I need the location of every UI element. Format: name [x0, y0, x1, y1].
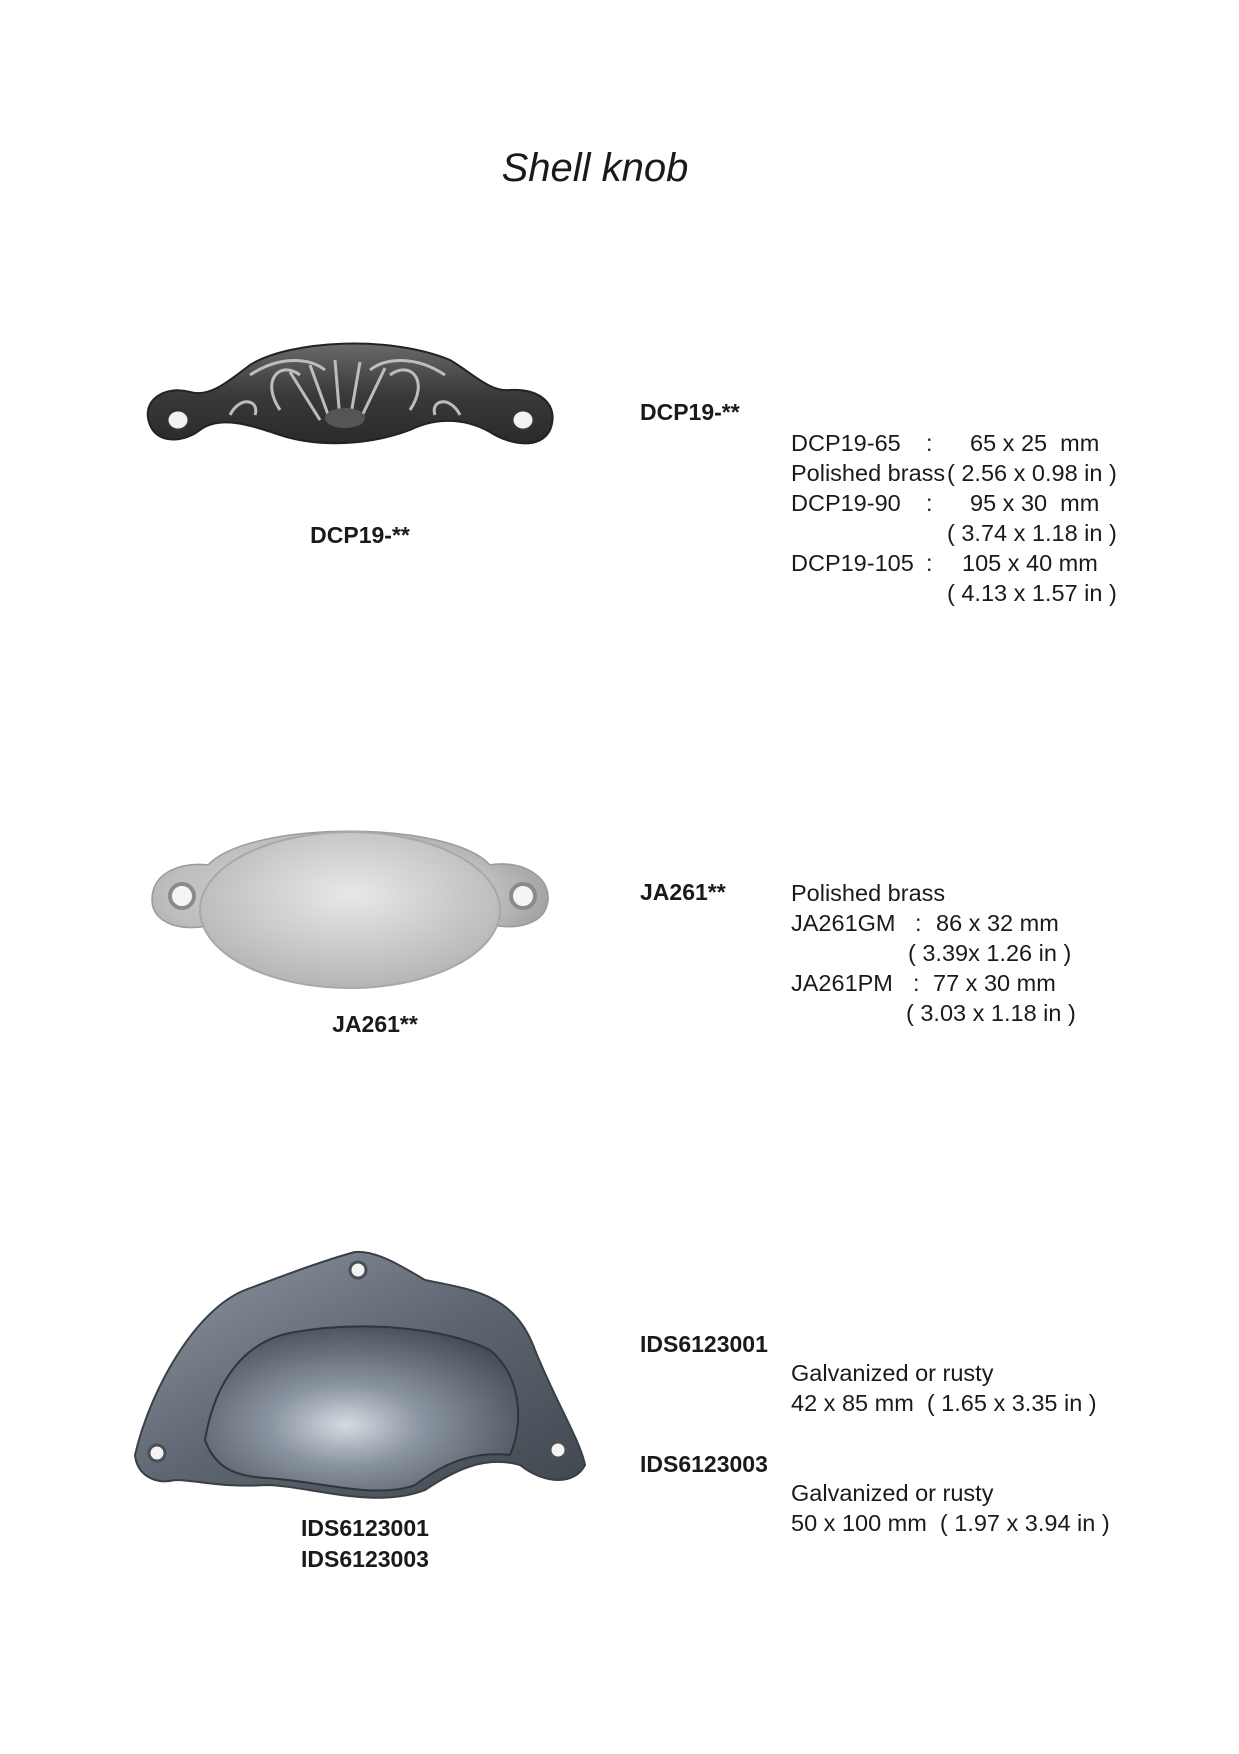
product-caption: JA261**	[332, 1011, 418, 1037]
size-inch: ( 4.13 x 1.57 in )	[947, 580, 1117, 606]
finish-text: Polished brass	[791, 460, 946, 486]
product-caption	[265, 1513, 465, 1575]
size-text: 50 x 100 mm ( 1.97 x 3.94 in )	[791, 1510, 1110, 1536]
caption-line: IDS6123001	[301, 1515, 429, 1541]
size-separator: :	[926, 490, 933, 516]
galvanized-cup-pull-photo	[125, 1240, 595, 1520]
size-mm: 86 x 32 mm	[936, 910, 1059, 936]
size-inch: ( 3.39x 1.26 in )	[908, 940, 1072, 966]
size-inch: ( 2.56 x 0.98 in )	[947, 460, 1117, 486]
size-mm: 95 x 30 mm	[970, 490, 1100, 516]
page-title: Shell knob	[501, 146, 689, 190]
size-mm: 105 x 40 mm	[962, 550, 1098, 576]
size-model: JA261GM	[791, 910, 896, 936]
size-separator: :	[915, 910, 922, 936]
product-code: JA261**	[640, 879, 726, 905]
size-separator: :	[926, 430, 933, 456]
caption-line: IDS6123003	[301, 1546, 429, 1572]
size-mm: 77 x 30 mm	[933, 970, 1056, 996]
finish-text: Galvanized or rusty	[791, 1480, 994, 1506]
finish-text: Galvanized or rusty	[791, 1360, 994, 1386]
finish-text: Polished brass	[791, 880, 946, 906]
size-model: DCP19-90	[791, 490, 901, 516]
product-code: DCP19-**	[640, 399, 740, 425]
size-separator: :	[926, 550, 933, 576]
size-inch: ( 3.74 x 1.18 in )	[947, 520, 1117, 546]
size-inch: ( 3.03 x 1.18 in )	[906, 1000, 1076, 1026]
size-text: 42 x 85 mm ( 1.65 x 3.35 in )	[791, 1390, 1097, 1416]
plain-cup-pull-photo	[130, 800, 570, 1010]
product-caption: DCP19-**	[310, 522, 410, 548]
ornate-cup-pull-photo	[130, 320, 570, 500]
size-model: DCP19-65	[791, 430, 901, 456]
product-code: IDS6123001	[640, 1331, 768, 1357]
size-model: JA261PM	[791, 970, 893, 996]
size-model: DCP19-105	[791, 550, 914, 576]
size-mm: 65 x 25 mm	[970, 430, 1100, 456]
product-code: IDS6123003	[640, 1451, 768, 1477]
size-separator: :	[913, 970, 920, 996]
